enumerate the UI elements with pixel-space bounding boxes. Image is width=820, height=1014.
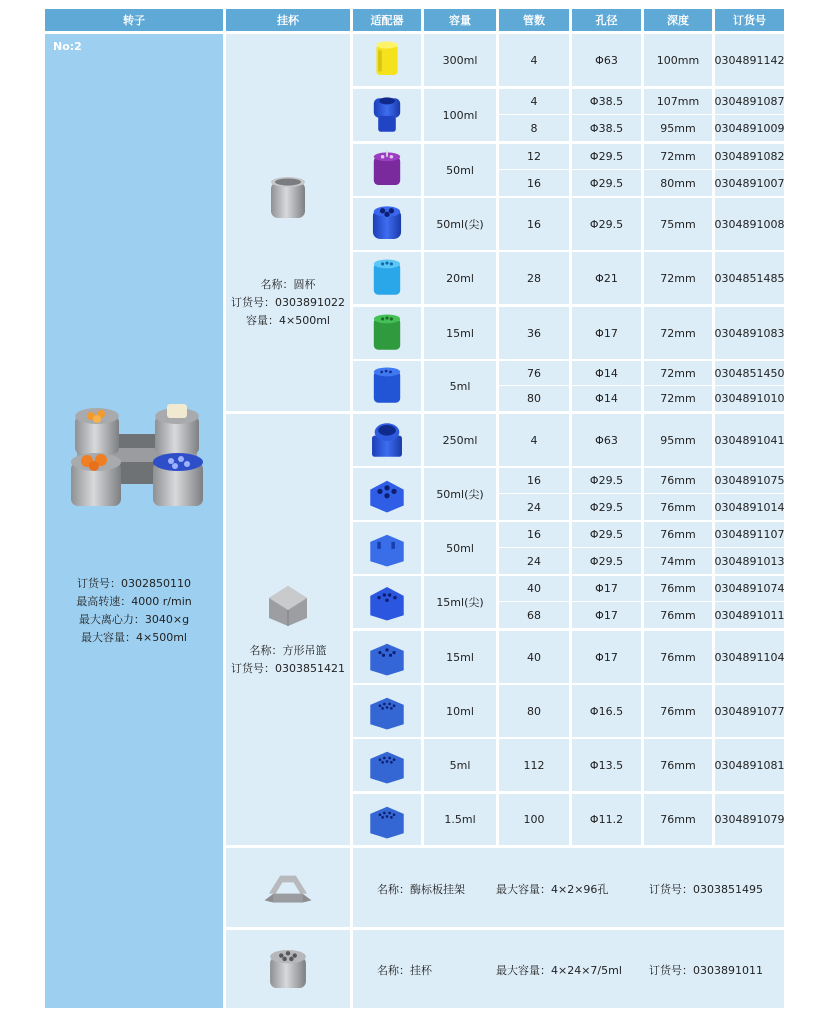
bore-cell: Φ38.5 [572,115,641,141]
adapter-image [365,689,409,733]
hanging-cup-name: 名称：挂杯 [377,964,432,977]
depth-cell: 72mm [644,252,712,304]
capacity-cell: 20ml [424,252,496,304]
adapter-cell [353,576,421,628]
adapter-image [365,472,409,516]
bore-cell: Φ29.5 [572,494,641,520]
depth-cell: 72mm [644,307,712,359]
bore-cell: Φ11.2 [572,794,641,845]
capacity-cell: 15ml(尖) [424,576,496,628]
header-col-order: 订货号 [715,9,784,31]
adapter-image [365,93,409,137]
bore-cell: Φ17 [572,631,641,683]
bore-cell: Φ29.5 [572,522,641,547]
tube-count-cell: 8 [499,115,569,141]
capacity-cell: 5ml [424,361,496,411]
bore-cell: Φ17 [572,307,641,359]
hanging-cup-capacity: 最大容量：4×24×7/5ml [496,964,622,977]
order-number-cell: 0304891011 [715,602,784,628]
tube-count-cell: 16 [499,468,569,493]
tube-count-cell: 24 [499,494,569,520]
bore-cell: Φ29.5 [572,170,641,196]
order-number-cell: 0304891008 [715,198,784,250]
tube-count-cell: 76 [499,361,569,385]
depth-cell: 76mm [644,494,712,520]
header-col-bore: 孔径 [572,9,641,31]
depth-cell: 76mm [644,602,712,628]
depth-cell: 100mm [644,34,712,86]
depth-cell: 76mm [644,794,712,845]
adapter-image [365,148,409,192]
order-number-cell: 0304891104 [715,631,784,683]
order-number-cell: 0304891087 [715,89,784,114]
round-cup-panel-line-2: 订货号：0303891022 [231,296,345,309]
bore-cell: Φ16.5 [572,685,641,737]
order-number-cell: 0304851485 [715,252,784,304]
tube-count-cell: 80 [499,386,569,411]
adapter-image [365,256,409,300]
hanging-cup-image-cell [226,930,350,1008]
capacity-cell: 250ml [424,414,496,466]
order-number-cell: 0304891007 [715,170,784,196]
order-number-cell: 0304891082 [715,144,784,169]
adapter-image [365,418,409,462]
tube-count-cell: 4 [499,34,569,86]
depth-cell: 75mm [644,198,712,250]
order-number-cell: 0304891081 [715,739,784,791]
capacity-cell: 50ml(尖) [424,198,496,250]
adapter-cell [353,414,421,466]
capacity-cell: 5ml [424,739,496,791]
order-number-cell: 0304891074 [715,576,784,601]
microplate-holder-order: 订货号：0303851495 [649,882,763,896]
header-col-adapter: 适配器 [353,9,421,31]
header-col-capacity: 容量 [424,9,496,31]
bore-cell: Φ29.5 [572,548,641,574]
depth-cell: 107mm [644,89,712,114]
capacity-cell: 50ml [424,522,496,574]
round-cup-panel [226,34,350,411]
tube-count-cell: 28 [499,252,569,304]
order-number-cell: 0304891077 [715,685,784,737]
tube-count-cell: 16 [499,198,569,250]
adapter-image [365,364,409,408]
adapter-cell [353,89,421,141]
bore-cell: Φ14 [572,361,641,385]
order-number-cell: 0304891079 [715,794,784,845]
adapter-image [365,635,409,679]
capacity-cell: 100ml [424,89,496,141]
capacity-cell: 15ml [424,307,496,359]
header-col-tubes: 管数 [499,9,569,31]
tube-count-cell: 12 [499,144,569,169]
bore-cell: Φ63 [572,414,641,466]
capacity-cell: 15ml [424,631,496,683]
tube-count-cell: 80 [499,685,569,737]
order-number-cell: 0304891013 [715,548,784,574]
adapter-cell [353,361,421,411]
tube-count-cell: 100 [499,794,569,845]
adapter-cell [353,144,421,196]
order-number-cell: 0304891014 [715,494,784,520]
capacity-cell: 50ml(尖) [424,468,496,520]
capacity-cell: 300ml [424,34,496,86]
rotor-order-number: 订货号：0302850110 [77,577,191,590]
bore-cell: Φ14 [572,386,641,411]
bore-cell: Φ38.5 [572,89,641,114]
depth-cell: 72mm [644,361,712,385]
round-cup-panel-line-1: 名称：圆杯 [260,278,316,291]
bore-cell: Φ63 [572,34,641,86]
square-basket-panel-image [263,580,313,630]
tube-count-cell: 40 [499,631,569,683]
depth-cell: 95mm [644,115,712,141]
adapter-image [365,38,409,82]
bore-cell: Φ29.5 [572,468,641,493]
order-number-cell: 0304891107 [715,522,784,547]
hanging-cup-info [353,930,784,1008]
bore-cell: Φ29.5 [572,144,641,169]
microplate-holder-name: 名称：酶标板挂架 [377,882,465,896]
depth-cell: 76mm [644,685,712,737]
adapter-cell [353,522,421,574]
adapter-cell [353,685,421,737]
capacity-cell: 10ml [424,685,496,737]
depth-cell: 72mm [644,386,712,411]
rotor-max-capacity: 最大容量：4×500ml [81,631,187,644]
header-col-rotor: 转子 [45,9,223,31]
adapter-cell [353,794,421,845]
adapter-cell [353,631,421,683]
round-cup-panel-line-3: 容量：4×500ml [246,314,330,327]
tube-count-cell: 24 [499,548,569,574]
bore-cell: Φ13.5 [572,739,641,791]
order-number-cell: 0304851450 [715,361,784,385]
adapter-image [365,202,409,246]
bore-cell: Φ17 [572,576,641,601]
order-number-cell: 0304891075 [715,468,784,493]
capacity-cell: 1.5ml [424,794,496,845]
adapter-image [365,526,409,570]
microplate-holder-capacity: 最大容量：4×2×96孔 [496,882,609,896]
adapter-image [365,580,409,624]
rotor-max-speed: 最高转速：4000 r/min [76,595,192,608]
square-basket-panel-line-2: 订货号：0303851421 [231,662,345,675]
header-col-depth: 深度 [644,9,712,31]
round-cup-panel-image [263,174,313,224]
adapter-image [365,798,409,842]
microplate-holder-image-cell [226,848,350,927]
adapter-image [365,743,409,787]
capacity-cell: 50ml [424,144,496,196]
adapter-cell [353,307,421,359]
bore-cell: Φ21 [572,252,641,304]
adapter-image [365,311,409,355]
tube-count-cell: 4 [499,89,569,114]
adapter-cell [353,739,421,791]
adapter-cell [353,252,421,304]
square-basket-panel-line-1: 名称：方形吊篮 [249,644,327,657]
tube-count-cell: 16 [499,170,569,196]
microplate-holder-info [353,848,784,927]
tube-count-cell: 4 [499,414,569,466]
tube-count-cell: 40 [499,576,569,601]
rotor-max-force: 最大离心力：3040×g [78,613,190,626]
depth-cell: 74mm [644,548,712,574]
header-col-cup: 挂杯 [226,9,350,31]
microplate-holder-image [260,860,316,916]
tube-count-cell: 68 [499,602,569,628]
order-number-cell: 0304891010 [715,386,784,411]
tube-count-cell: 16 [499,522,569,547]
adapter-cell [353,468,421,520]
depth-cell: 95mm [644,414,712,466]
depth-cell: 76mm [644,631,712,683]
depth-cell: 76mm [644,522,712,547]
depth-cell: 76mm [644,739,712,791]
rotor-panel [45,34,223,1008]
rotor-model: No:2 [53,40,82,53]
order-number-cell: 0304891083 [715,307,784,359]
tube-count-cell: 112 [499,739,569,791]
depth-cell: 72mm [644,144,712,169]
depth-cell: 76mm [644,576,712,601]
rotor-image [67,404,207,514]
order-number-cell: 0304891142 [715,34,784,86]
bore-cell: Φ17 [572,602,641,628]
square-basket-panel [226,414,350,845]
order-number-cell: 0304891009 [715,115,784,141]
adapter-cell [353,34,421,86]
hanging-cup-image [260,941,316,997]
bore-cell: Φ29.5 [572,198,641,250]
order-number-cell: 0304891041 [715,414,784,466]
depth-cell: 76mm [644,468,712,493]
hanging-cup-order: 订货号：0303891011 [649,964,763,977]
tube-count-cell: 36 [499,307,569,359]
depth-cell: 80mm [644,170,712,196]
adapter-cell [353,198,421,250]
